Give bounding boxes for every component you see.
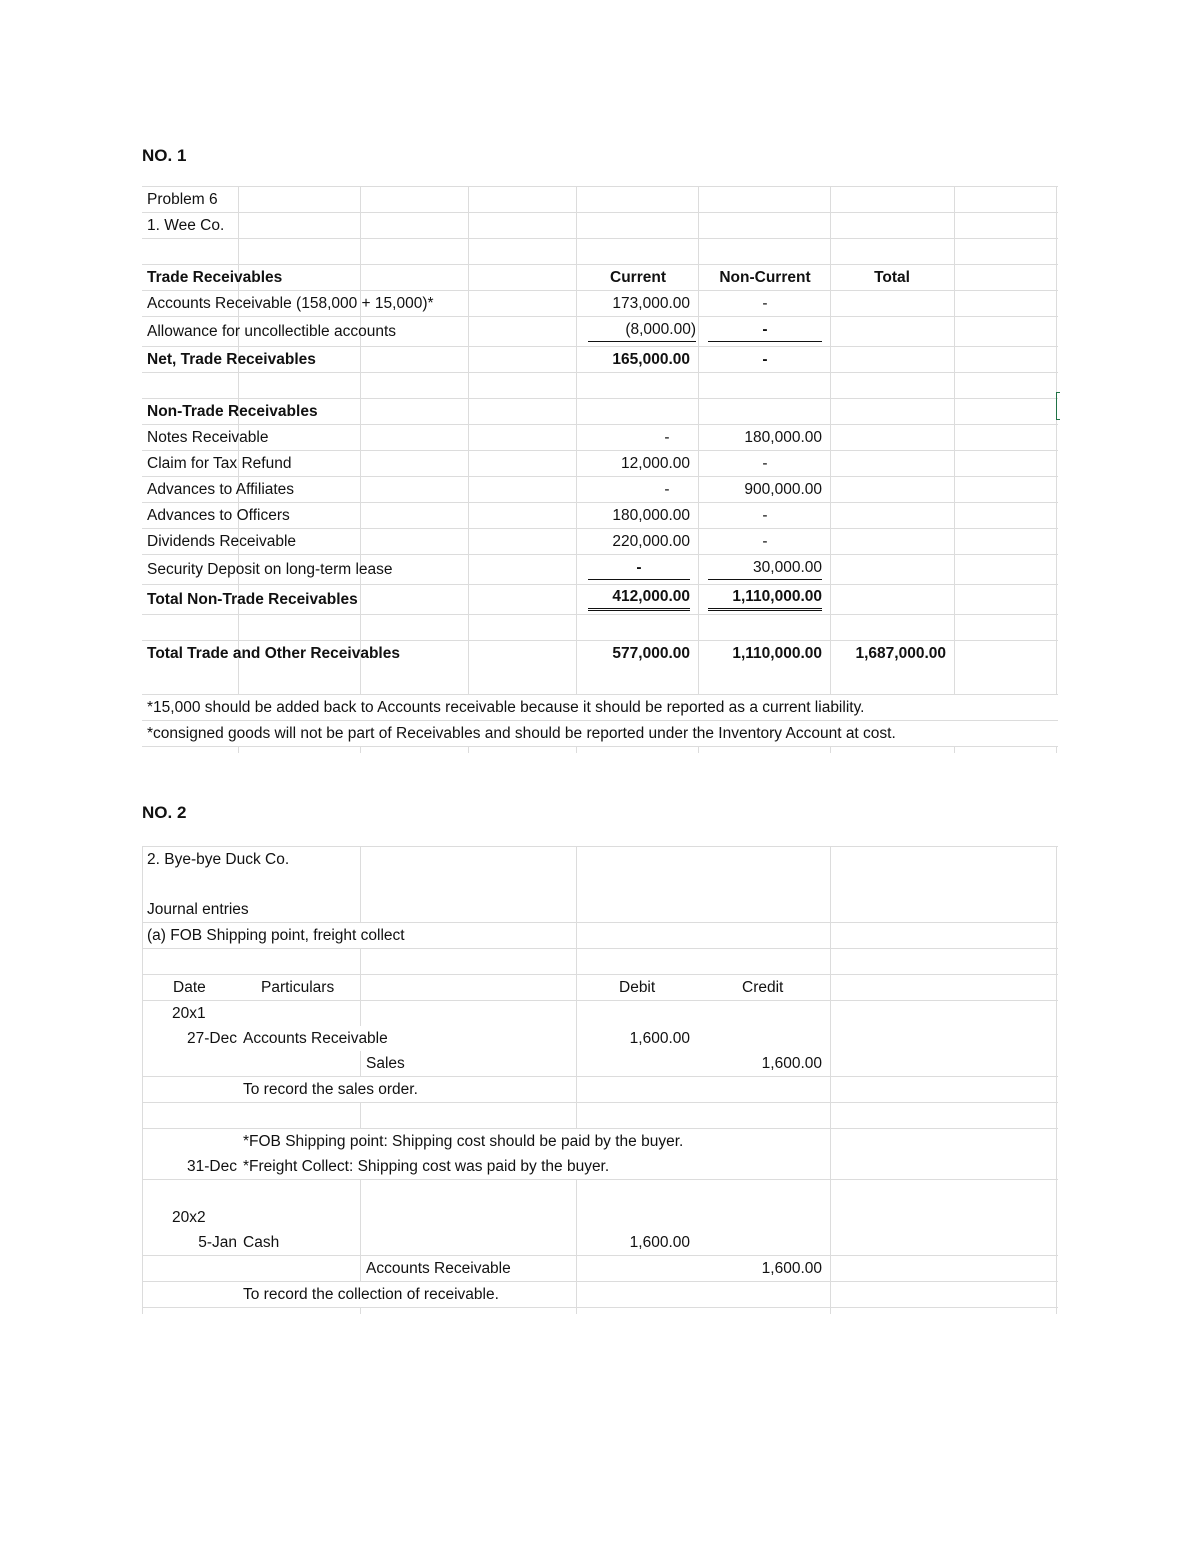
table-row: Accounts Receivable 1,600.00 [142, 1255, 1058, 1281]
heading-no2: NO. 2 [142, 803, 187, 822]
col-debit: Debit [619, 978, 656, 996]
table-row: Claim for Tax Refund 12,000.00 - [142, 450, 1058, 476]
table-row: Advances to Officers 180,000.00 - [142, 502, 1058, 528]
heading-no1: NO. 1 [142, 146, 187, 165]
table-row: 27-Dec Accounts Receivable 1,600.00 [142, 1026, 1058, 1051]
row-nontrade-header [142, 398, 1058, 424]
table-row: Dividends Receivable 220,000.00 - [142, 528, 1058, 554]
table-row: Allowance for uncollectible accounts (8,000.00) - [142, 316, 1058, 346]
table-row: Accounts Receivable (158,000 + 15,000)* 173,000.00 - [142, 290, 1058, 316]
note-freight: *Freight Collect: Shipping cost was paid by the buyer. [243, 1154, 611, 1179]
table-row: To record the collection of receivable. [142, 1281, 1058, 1307]
company-label: 1. Wee Co. [147, 216, 225, 234]
journal-header [142, 974, 1058, 1000]
note-fob: *FOB Shipping point: Shipping cost should be paid by the buyer. [243, 1129, 685, 1154]
table-row: Security Deposit on long-term lease - 30,000.00 [142, 554, 1058, 584]
cell-cursor [1056, 392, 1060, 420]
year-20x2: 20x2 [172, 1208, 206, 1226]
col-noncurrent: Non-Current [719, 268, 811, 286]
table-row: Advances to Affiliates - 900,000.00 [142, 476, 1058, 502]
table-row: 5-Jan Cash 1,600.00 [198, 1233, 690, 1251]
company-label-2: 2. Bye-bye Duck Co. [147, 850, 290, 868]
sheet-no1 [142, 186, 1058, 753]
col-current: Current [610, 268, 666, 286]
case-label: (a) FOB Shipping point, freight collect [147, 923, 407, 948]
row-company [142, 212, 1058, 238]
row-trade-header [142, 264, 1058, 290]
table-row: Notes Receivable - 180,000.00 [142, 424, 1058, 450]
col-particulars: Particulars [261, 978, 335, 996]
problem-label: Problem 6 [147, 190, 218, 208]
col-date: Date [173, 978, 206, 996]
note-row [142, 694, 1058, 720]
year-20x1: 20x1 [172, 1004, 206, 1022]
trade-title: Trade Receivables [147, 268, 283, 286]
row-total-nontrade: Total Non-Trade Receivables 412,000.00 1,110,000.00 [142, 584, 1058, 614]
col-credit: Credit [742, 978, 784, 996]
note-2: *consigned goods will not be part of Receivables and should be reported under the Inventory Account at cost. [147, 721, 900, 746]
table-row: Sales 1,600.00 [366, 1054, 822, 1072]
sheet-no2: 2. Bye-bye Duck Co. Journal entries (a) FOB Shipping point, freight collect Date Particulars Debit Credit 20x1 27-Dec Accounts Receivable 1,600.00 Sales 1,600.00 To record the sales order. *FOB Shipping point: Shipping cost should be paid by the buyer. 31-Dec *Freight Collect: Shipping cost was paid by the buyer. 20x2 5-Jan Cash 1,600.00 Accounts Receivable 1,600.00 To record the collection of receivable. [142, 846, 1058, 1314]
nontrade-title: Non-Trade Receivables [147, 402, 318, 420]
row-net-trade: Net, Trade Receivables 165,000.00 - [142, 346, 1058, 372]
row-grand-total: Total Trade and Other Receivables 577,000.00 1,110,000.00 1,687,000.00 [142, 640, 1058, 694]
note-row [142, 720, 1058, 746]
col-total: Total [874, 268, 910, 286]
row-problem [142, 186, 1058, 212]
note-1: *15,000 should be added back to Accounts receivable because it should be reported as a current liability. [147, 695, 868, 720]
journal-label: Journal entries [147, 900, 249, 918]
table-row: To record the sales order. [142, 1076, 1058, 1102]
